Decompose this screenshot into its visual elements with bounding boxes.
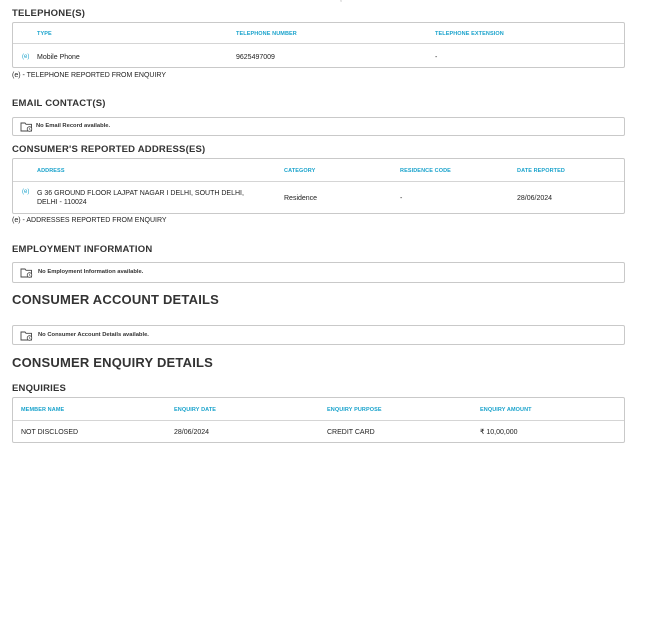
enquiry-member: NOT DISCLOSED (21, 429, 79, 436)
col-category: CATEGORY (284, 168, 316, 174)
enquiry-tag: (e) (22, 189, 30, 195)
account-empty-box (12, 325, 625, 345)
col-telephone-extension: TELEPHONE EXTENSION (435, 31, 504, 37)
telephone-section-title: TELEPHONE(S) (12, 8, 86, 19)
header-divider (13, 43, 624, 44)
telephone-note: (e) - TELEPHONE REPORTED FROM ENQUIRY (12, 72, 167, 79)
address-note: (e) - ADDRESSES REPORTED FROM ENQUIRY (12, 217, 167, 224)
address-section-title: CONSUMER'S REPORTED ADDRESS(ES) (12, 144, 206, 155)
address-table (12, 158, 625, 214)
employment-empty-box (12, 262, 625, 283)
col-address: ADDRESS (37, 168, 65, 174)
col-enquiry-amount: ENQUIRY AMOUNT (480, 407, 532, 413)
address-category: Residence (284, 195, 318, 202)
email-empty-box (12, 117, 625, 136)
telephone-type: Mobile Phone (37, 54, 80, 61)
col-residence-code: RESIDENCE CODE (400, 168, 451, 174)
header-divider (13, 181, 624, 182)
enquiries-subtitle: ENQUIRIES (12, 383, 67, 394)
col-type: TYPE (37, 31, 52, 37)
telephone-number: 9625497009 (236, 54, 275, 61)
email-empty-text: No Email Record available. (36, 123, 111, 129)
enquiry-section-title: CONSUMER ENQUIRY DETAILS (12, 355, 214, 370)
address-date-reported: 28/06/2024 (517, 195, 553, 202)
col-enquiry-date: ENQUIRY DATE (174, 407, 217, 413)
col-telephone-number: TELEPHONE NUMBER (236, 31, 297, 37)
col-member-name: MEMBER NAME (21, 407, 65, 413)
col-enquiry-purpose: ENQUIRY PURPOSE (327, 407, 382, 413)
employment-empty-text: No Employment Information available. (38, 269, 144, 275)
account-empty-text: No Consumer Account Details available. (38, 332, 149, 338)
telephone-extension: - (435, 54, 438, 61)
enquiry-tag: (e) (22, 54, 30, 60)
col-date-reported: DATE REPORTED (517, 168, 565, 174)
enquiry-date: 28/06/2024 (174, 429, 210, 436)
top-fragment (340, 0, 342, 3)
address-line-1: G 36 GROUND FLOOR LAJPAT NAGAR I DELHI, SOUTH DELHI, (37, 190, 244, 197)
folder-icon (20, 330, 33, 341)
folder-icon (20, 121, 33, 132)
header-divider (13, 420, 624, 421)
employment-section-title: EMPLOYMENT INFORMATION (12, 244, 153, 255)
address-residence-code: - (400, 195, 403, 202)
folder-icon (20, 267, 33, 278)
address-line-2: DELHI - 110024 (37, 199, 87, 206)
email-section-title: EMAIL CONTACT(S) (12, 98, 106, 109)
enquiry-purpose: CREDIT CARD (327, 429, 375, 436)
enquiry-amount: ₹ 10,00,000 (480, 429, 518, 436)
account-section-title: CONSUMER ACCOUNT DETAILS (12, 292, 220, 307)
telephone-table (12, 22, 625, 68)
enquiry-table (12, 397, 625, 443)
